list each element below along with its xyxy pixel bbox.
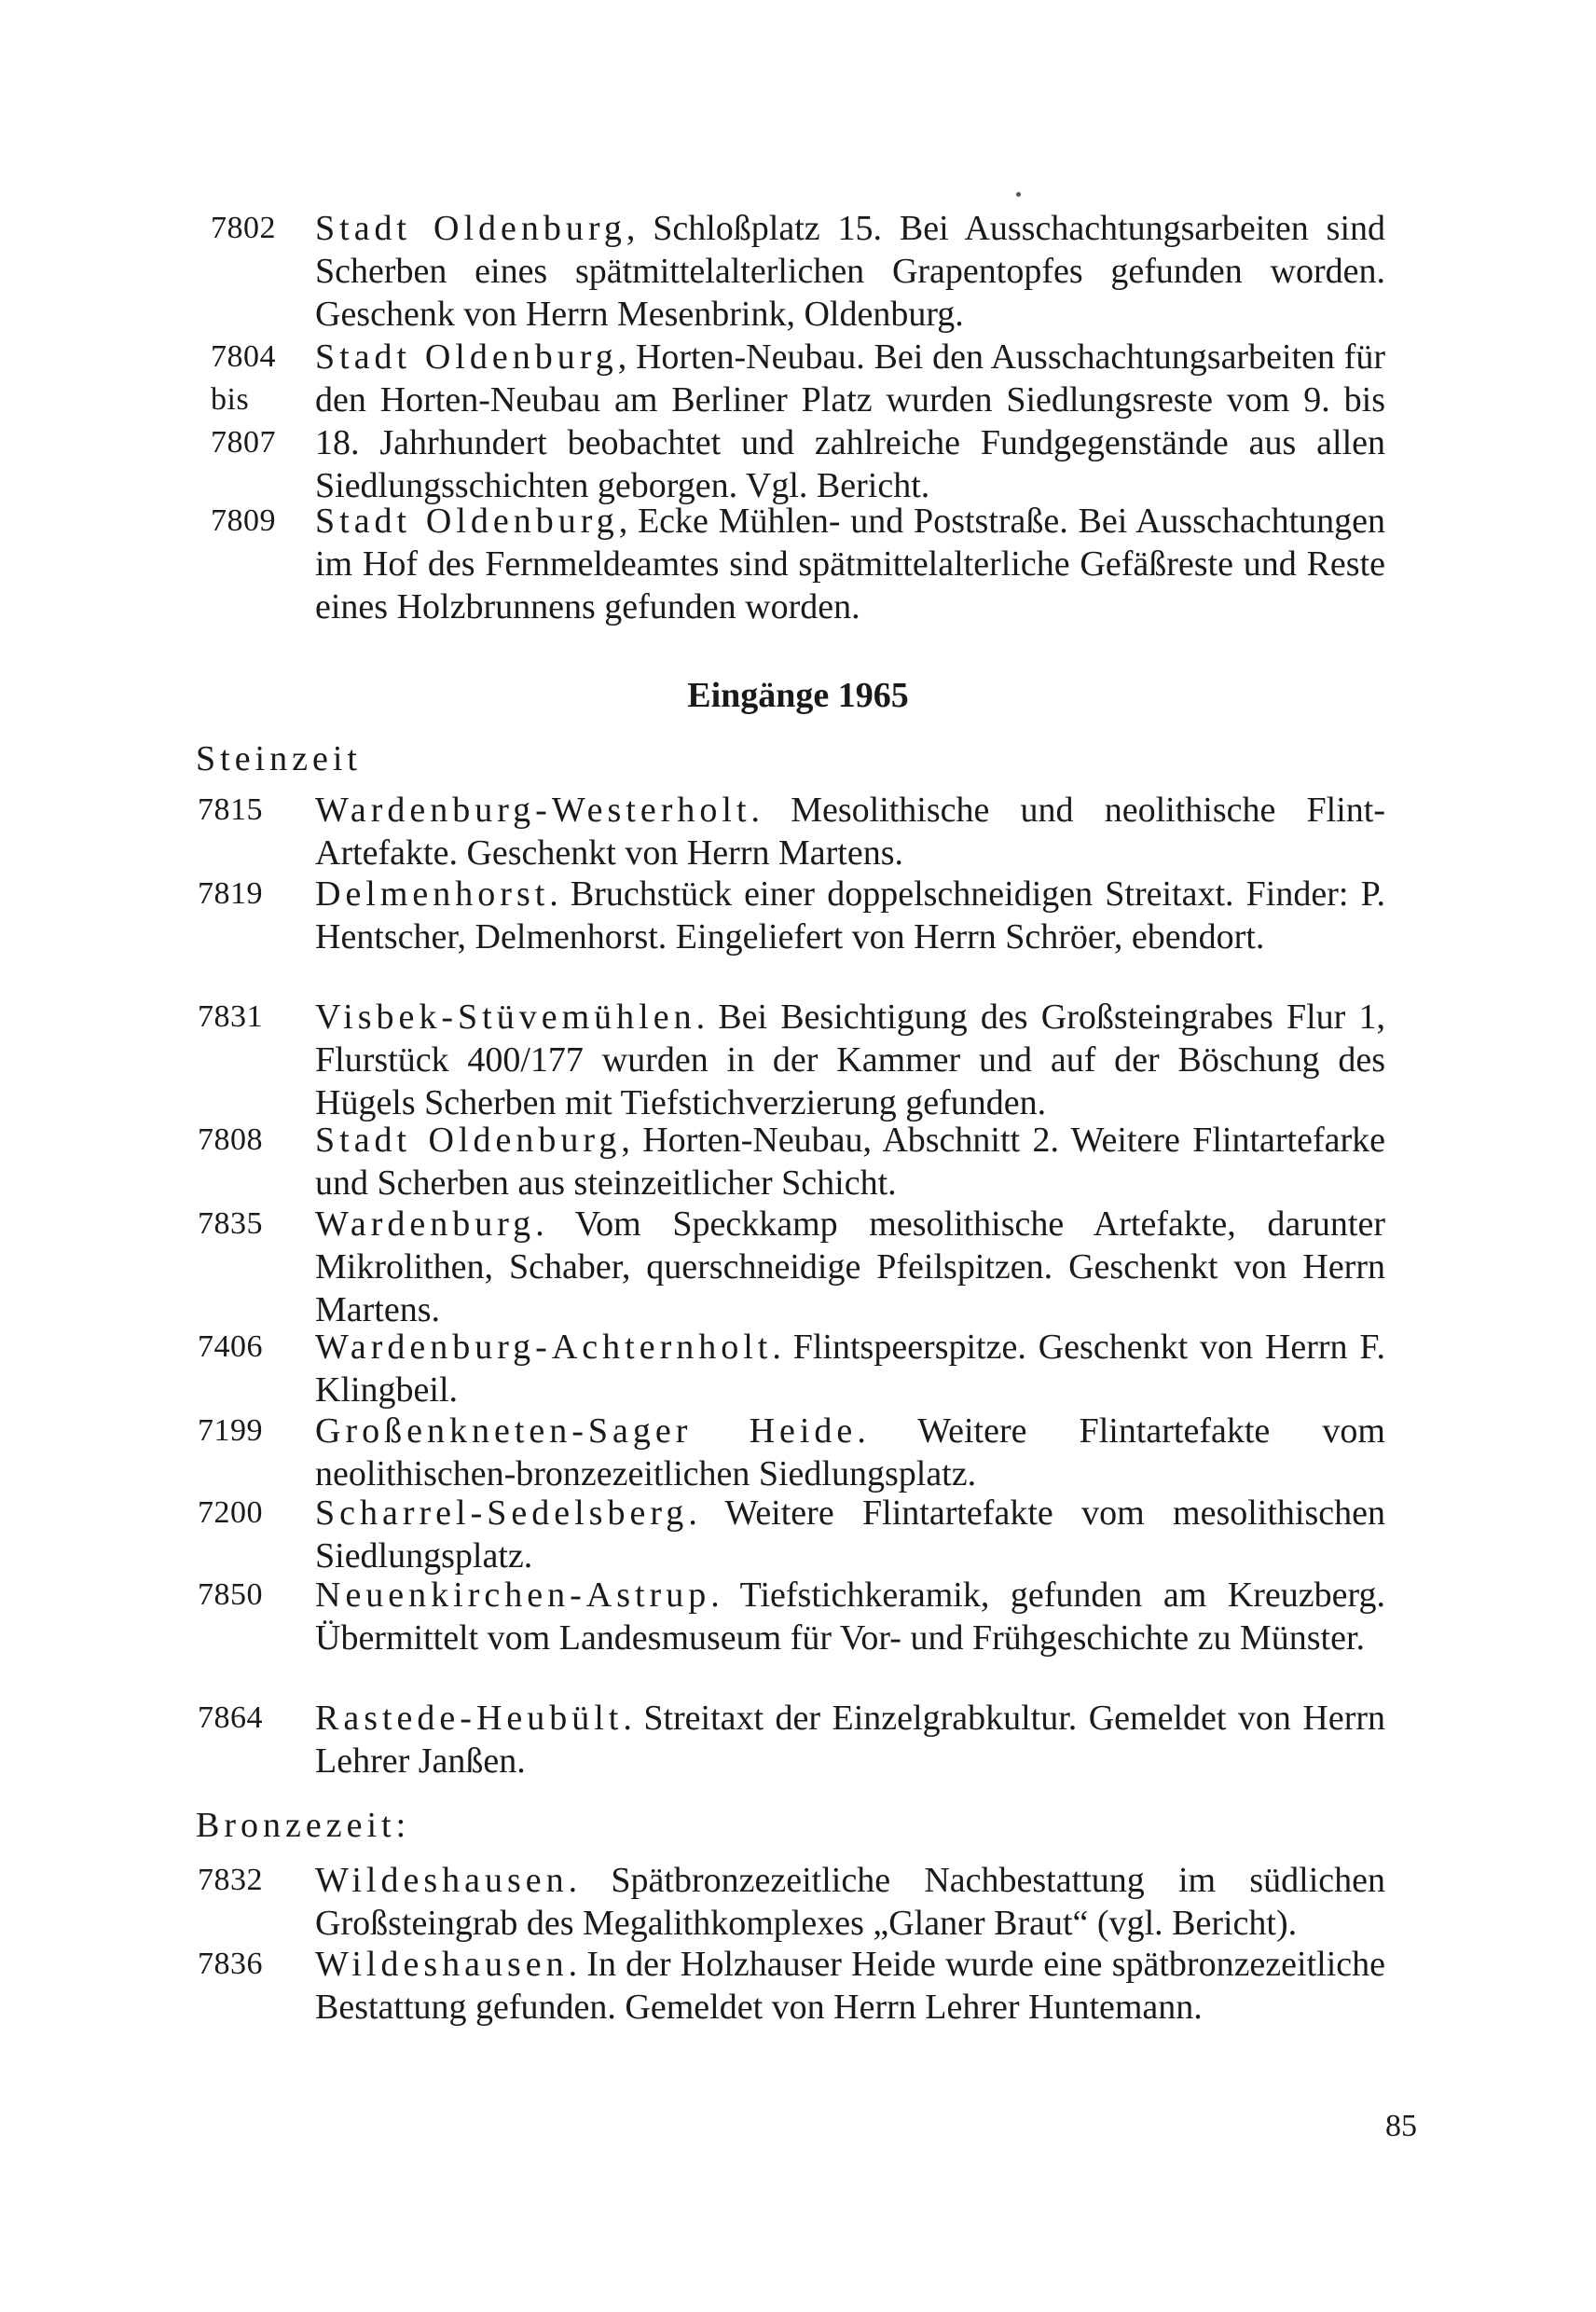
entry-number: 7804 bis 7807 <box>211 339 276 460</box>
entry-place: Großenkneten-Sager Heide <box>315 1411 858 1451</box>
entry-text <box>315 1943 1385 2029</box>
entry-place: Stadt Oldenburg <box>315 209 626 248</box>
entry-text <box>315 1697 1385 1782</box>
entry-text <box>315 996 1385 1124</box>
entry-number: 7831 <box>198 999 263 1034</box>
entry-place: Visbek-Stüvemühlen <box>315 998 696 1037</box>
entry-place: Rastede-Heubült <box>315 1699 624 1738</box>
entry-text <box>315 1410 1385 1495</box>
entry-place: Wardenburg <box>315 1204 536 1244</box>
entry-place: Stadt Oldenburg <box>315 1121 622 1160</box>
entry-place: Neuenkirchen-Astrup <box>315 1576 711 1615</box>
entry-place: Wildeshausen <box>315 1945 569 1984</box>
entry-place: Wildeshausen <box>315 1861 569 1900</box>
entry-text <box>315 1119 1385 1204</box>
entry-description: , Horten-Neubau, Abschnitt 2. Weitere Flintartefarke und Scherben aus steinzeitlicher Schicht. <box>315 1121 1385 1203</box>
entry-text <box>315 873 1385 958</box>
entry-number: 7200 <box>198 1495 263 1530</box>
entry-text <box>315 1492 1385 1577</box>
entry-place: Scharrel-Sedelsberg <box>315 1493 689 1533</box>
entry-text <box>315 1203 1385 1331</box>
entry-text <box>315 1326 1385 1411</box>
page-number: 85 <box>1385 2109 1417 2143</box>
entry-number: 7832 <box>198 1863 263 1897</box>
entry-text <box>315 207 1385 336</box>
entry-number: 7808 <box>198 1122 263 1157</box>
entry-description: . Vom Speckkamp mesolithische Artefakte, darunter Mikrolithen, Schaber, querschneidige Pfeilspitzen. Geschenkt von Herrn Martens. <box>315 1204 1385 1329</box>
entry-description: , Ecke Mühlen- und Poststraße. Bei Ausschachtungen im Hof des Fernmeldeamtes sind spätmittelalterliche Gefäßreste und Reste eines Holzbrunnens gefunden worden. <box>315 502 1385 626</box>
entry-number: 7809 <box>211 503 276 538</box>
entry-text <box>315 1859 1385 1945</box>
entry-text <box>315 336 1385 507</box>
section-label-steinzeit: Steinzeit <box>196 739 362 778</box>
entry-description: . Bruchstück einer doppelschneidigen Streitaxt. Finder: P. Hentscher, Delmenhorst. Eingeliefert von Herrn Schröer, ebendort. <box>315 874 1385 956</box>
print-speck <box>1016 192 1021 197</box>
entry-number: 7836 <box>198 1947 263 1981</box>
entry-number: 7835 <box>198 1206 263 1241</box>
entry-description: . Mesolithische und neolithische Flint-Artefakte. Geschenkt von Herrn Martens. <box>315 791 1385 873</box>
entry-text <box>315 500 1385 628</box>
entry-number: 7850 <box>198 1577 263 1612</box>
entry-place: Stadt Oldenburg <box>315 337 618 377</box>
entry-description: . Spätbronzezeitliche Nachbestattung im südlichen Großsteingrab des Megalithkomplexes „Glaner Braut“ (vgl. Bericht). <box>315 1861 1385 1943</box>
entry-number: 7815 <box>198 792 263 827</box>
entry-description: . Flintspeerspitze. Geschenkt von Herrn F. Klingbeil. <box>315 1328 1385 1410</box>
section-label-bronzezeit: Bronzezeit: <box>196 1806 411 1845</box>
entry-number: 7864 <box>198 1700 263 1735</box>
section-heading: Eingänge 1965 <box>687 676 909 715</box>
entry-number: 7199 <box>198 1413 263 1448</box>
entry-description: , Horten-Neubau. Bei den Ausschachtungsarbeiten für den Horten-Neubau am Berliner Platz wurden Siedlungsreste vom 9. bis 18. Jahrhundert beobachtet und zahlreiche Fundgegenstände aus allen Siedlungsschichten geborgen. Vgl. Bericht. <box>315 337 1385 505</box>
entry-description: . Bei Besichtigung des Großsteingrabes Flur 1, Flurstück 400/177 wurden in der Kammer und auf der Böschung des Hügels Scherben mit Tiefstichverzierung gefunden. <box>315 998 1385 1122</box>
entry-number: 7406 <box>198 1329 263 1364</box>
entry-number: 7819 <box>198 876 263 911</box>
entry-number: 7802 <box>211 211 276 245</box>
entry-description: . Streitaxt der Einzelgrabkultur. Gemeldet von Herrn Lehrer Janßen. <box>315 1699 1385 1781</box>
entry-text <box>315 789 1385 874</box>
entry-place: Wardenburg-Achternholt <box>315 1328 773 1367</box>
entry-place: Stadt Oldenburg <box>315 502 619 541</box>
entry-description: . Tiefstichkeramik, gefunden am Kreuzberg. Übermittelt vom Landesmuseum für Vor- und Frühgeschichte zu Münster. <box>315 1576 1385 1658</box>
entry-place: Delmenhorst <box>315 874 550 914</box>
entry-description: . Weitere Flintartefakte vom neolithischen-bronzezeitlichen Siedlungsplatz. <box>315 1411 1385 1493</box>
entry-description: , Schloßplatz 15. Bei Ausschachtungsarbeiten sind Scherben eines spätmittelalterlichen Grapentopfes gefunden worden. Geschenk von Herrn Mesenbrink, Oldenburg. <box>315 209 1385 334</box>
entry-place: Wardenburg-Westerholt <box>315 791 751 830</box>
entry-description: . Weitere Flintartefakte vom mesolithischen Siedlungsplatz. <box>315 1493 1385 1576</box>
entry-description: . In der Holzhauser Heide wurde eine spätbronzezeitliche Bestattung gefunden. Gemeldet von Herrn Lehrer Huntemann. <box>315 1945 1385 2027</box>
entry-text <box>315 1574 1385 1659</box>
